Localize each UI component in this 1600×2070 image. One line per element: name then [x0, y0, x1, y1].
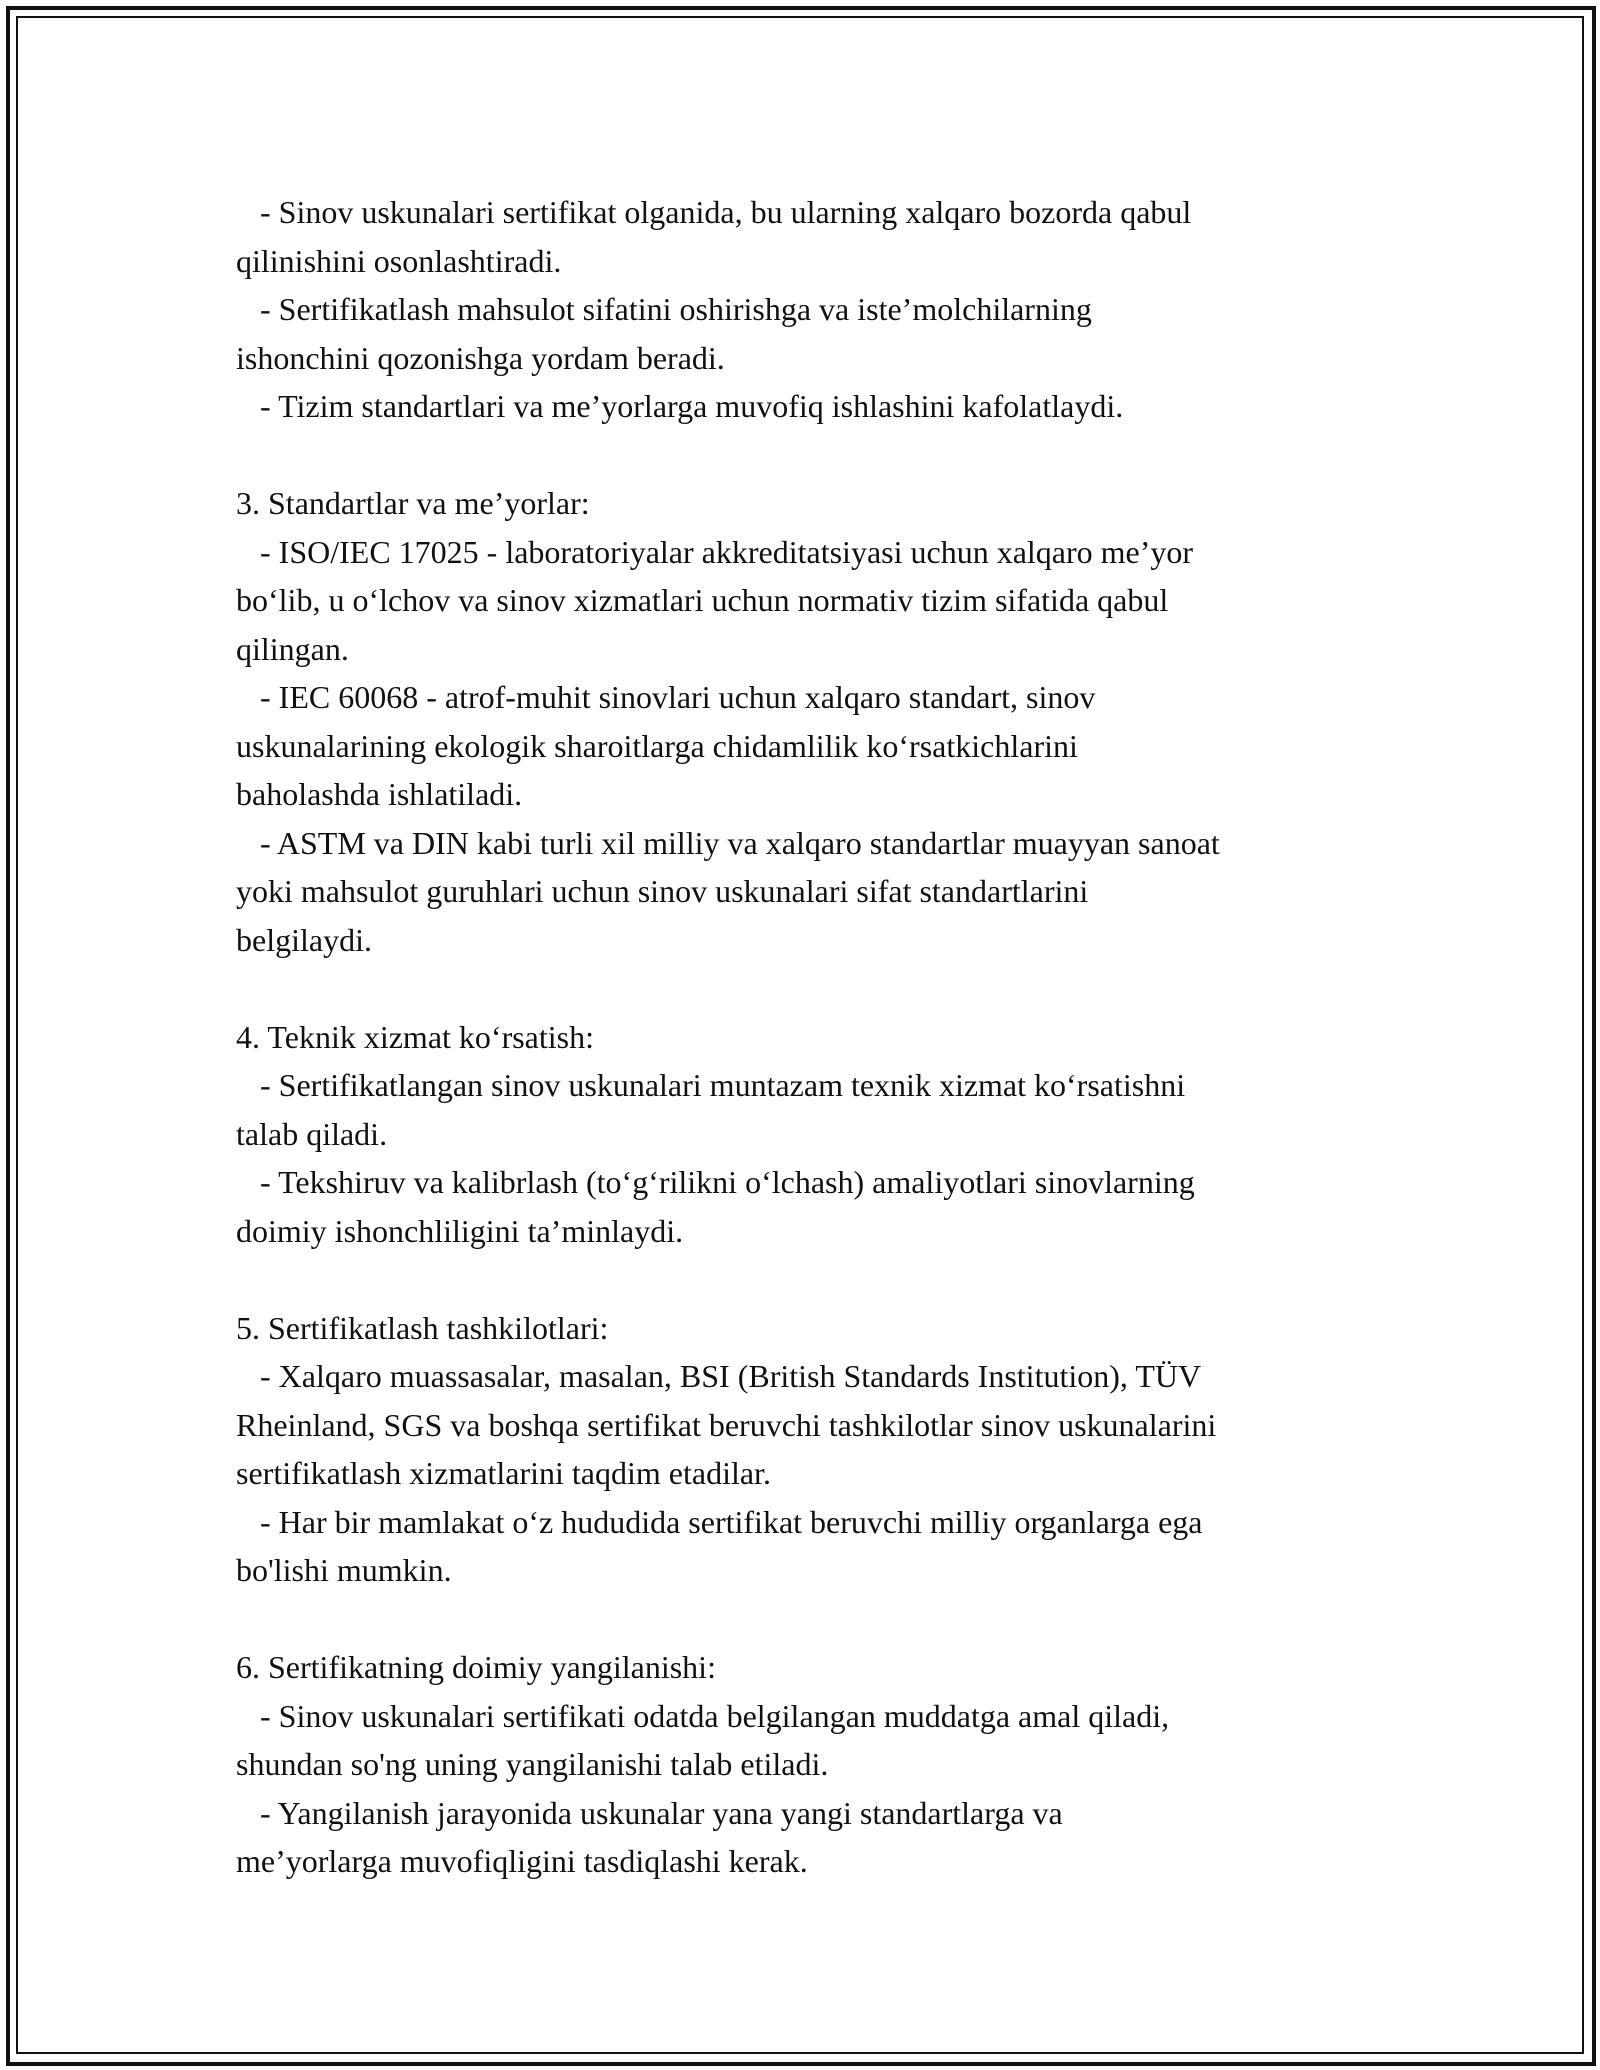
bullet-line: - Tizim standartlari va me’yorlarga muvofiq ishlashini kafolatlaydi.	[236, 388, 1124, 424]
text-line: yoki mahsulot guruhlari uchun sinov uskunalari sifat standartlarini	[236, 873, 1089, 909]
bullet-line: - IEC 60068 - atrof-muhit sinovlari uchun xalqaro standart, sinov	[236, 679, 1096, 715]
section-heading: 3. Standartlar va me’yorlar:	[236, 485, 590, 521]
text-line: belgilaydi.	[236, 921, 372, 958]
bullet-line: - Sinov uskunalari sertifikati odatda belgilangan muddatga amal qiladi,	[236, 1697, 1170, 1734]
section-heading: 6. Sertifikatning doimiy yangilanishi:	[236, 1649, 716, 1685]
text-line: talab qiladi.	[236, 1115, 388, 1152]
text-line: uskunalarining ekologik sharoitlarga chidamlilik ko‘rsatkichlarini	[236, 727, 1078, 764]
bullet-line: - Xalqaro muassasalar, masalan, BSI (British Standards Institution), TÜV	[236, 1358, 1202, 1394]
text-line: bo'lishi mumkin.	[236, 1552, 452, 1588]
section-heading: 5. Sertifikatlash tashkilotlari:	[236, 1309, 609, 1346]
paragraph-gap	[236, 431, 1386, 480]
text-line: ishonchini qozonishga yordam beradi.	[236, 339, 725, 376]
bullet-line: - Yangilanish jarayonida uskunalar yana yangi standartlarga va	[236, 1794, 1063, 1831]
text-line: doimiy ishonchliligini ta’minlaydi.	[236, 1212, 684, 1249]
document-section	[236, 1013, 1386, 1256]
document-body	[236, 188, 1386, 1886]
bullet-line: - ASTM va DIN kabi turli xil milliy va xalqaro standartlar muayyan sanoat	[236, 824, 1220, 861]
bullet-line: - ISO/IEC 17025 - laboratoriyalar akkreditatsiyasi uchun xalqaro me’yor	[236, 533, 1194, 570]
paragraph-gap	[236, 964, 1386, 1013]
paragraph-gap	[236, 1595, 1386, 1644]
text-line: Rheinland, SGS va boshqa sertifikat beruvchi tashkilotlar sinov uskunalarini	[236, 1406, 1217, 1443]
bullet-line: - Har bir mamlakat o‘z hududida sertifikat beruvchi milliy organlarga ega	[236, 1503, 1203, 1540]
text-line: qilinishini osonlashtiradi.	[236, 242, 562, 279]
text-line: sertifikatlash xizmatlarini taqdim etadilar.	[236, 1455, 771, 1491]
paragraph-gap	[236, 1255, 1386, 1304]
section-heading: 4. Teknik xizmat ko‘rsatish:	[236, 1018, 594, 1055]
bullet-line: - Sertifikatlash mahsulot sifatini oshirishga va iste’molchilarning	[236, 291, 1092, 327]
text-line: me’yorlarga muvofiqligini tasdiqlashi kerak.	[236, 1843, 808, 1879]
text-line: qilingan.	[236, 630, 349, 667]
document-section	[236, 479, 1386, 964]
bullet-line: - Sinov uskunalari sertifikat olganida, bu ularning xalqaro bozorda qabul	[236, 194, 1192, 230]
document-section	[236, 1304, 1386, 1595]
text-line: shundan so'ng uning yangilanishi talab etiladi.	[236, 1746, 829, 1782]
text-line: baholashda ishlatiladi.	[236, 776, 523, 812]
bullet-line: - Tekshiruv va kalibrlash (to‘g‘rilikni o‘lchash) amaliyotlari sinovlarning	[236, 1164, 1195, 1200]
document-section	[236, 1643, 1386, 1886]
document-section	[236, 188, 1386, 431]
text-line: bo‘lib, u o‘lchov va sinov xizmatlari uchun normativ tizim sifatida qabul	[236, 582, 1169, 618]
bullet-line: - Sertifikatlangan sinov uskunalari muntazam texnik xizmat ko‘rsatishni	[236, 1067, 1186, 1103]
